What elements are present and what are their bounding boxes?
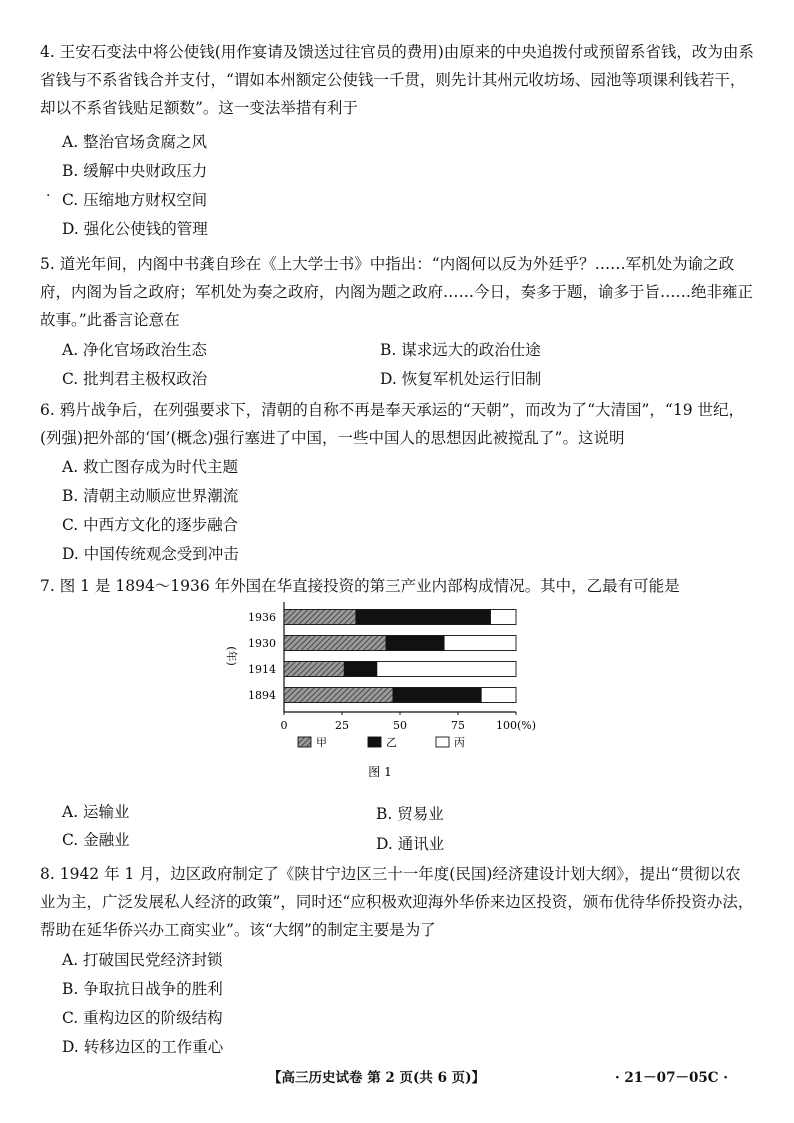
option-d: D. 恢复军机处运行旧制	[380, 370, 542, 388]
option-d: D. 通讯业	[376, 835, 445, 853]
bar-segment-乙-1930	[386, 636, 444, 651]
bar-segment-丙-1930	[444, 636, 516, 651]
option-c: C. 压缩地方财权空间	[62, 191, 208, 209]
y-axis-label: (年)	[225, 646, 238, 666]
bar-segment-甲-1914	[284, 662, 344, 677]
x-tick-label: 75	[451, 719, 465, 732]
option-c: C. 重构边区的阶级结构	[62, 1009, 223, 1027]
stacked-bar-chart	[200, 598, 600, 798]
question-stem: 4. 王安石变法中将公使钱(用作宴请及馈送过往官员的费用)由原来的中央追拨付或预留系省钱，改为由系省钱与不系省钱合并支付，“谓如本州额定公使钱一千贯，则先计其州元收坊场、园池等项课利钱若干，却以不系省钱贴足额数”。这一变法举措有利于	[40, 43, 754, 117]
option-b: B. 清朝主动顺应世界潮流	[62, 487, 239, 505]
option-a: A. 打破国民党经济封锁	[62, 951, 223, 969]
option-a: A. 救亡图存成为时代主题	[62, 458, 239, 476]
option-b: B. 争取抗日战争的胜利	[62, 980, 223, 998]
legend-swatch	[368, 737, 381, 747]
bar-segment-丙-1914	[377, 662, 516, 677]
legend-swatch	[298, 737, 311, 747]
option-b: B. 贸易业	[376, 805, 444, 823]
option-b: B. 缓解中央财政压力	[62, 162, 208, 180]
x-tick-label: 25	[335, 719, 349, 732]
option-c: C. 批判君主极权政治	[62, 370, 208, 388]
bar-segment-丙-1936	[490, 610, 516, 625]
bar-segment-乙-1914	[344, 662, 376, 677]
legend-label: 乙	[386, 736, 397, 749]
question-stem: 6. 鸦片战争后，在列强要求下，清朝的自称不再是奉天承运的“天朝”，而改为了“大清国”，“19 世纪，(列强)把外部的‘国’(概念)强行塞进了中国，一些中国人的思想因此被搅乱了”。这说明	[40, 401, 744, 447]
question-stem: 7. 图 1 是 1894～1936 年外国在华直接投资的第三产业内部构成情况。其中，乙最有可能是	[40, 577, 680, 595]
option-a: A. 净化官场政治生态	[62, 341, 208, 359]
x-tick-label: 50	[393, 719, 407, 732]
question-stem: 8. 1942 年 1 月，边区政府制定了《陕甘宁边区三十一年度(民国)经济建设计划大纲》，提出“贯彻以农业为主，广泛发展私人经济的政策”，同时还“应积极欢迎海外华侨来边区投资，颁布优待华侨投资办法，帮助在延华侨兴办工商实业”。该“大纲”的制定主要是为了	[40, 865, 754, 939]
bar-segment-甲-1936	[284, 610, 356, 625]
question-8	[40, 860, 756, 944]
option-d: D. 强化公使钱的管理	[62, 220, 208, 238]
question-6	[40, 396, 756, 452]
footer-code: · 21－07－05C ·	[615, 1070, 728, 1086]
question-4	[40, 38, 756, 122]
figure-caption: 图 1	[368, 765, 392, 779]
option-b: B. 谋求远大的政治仕途	[380, 341, 541, 359]
mark-dot: ·	[46, 188, 51, 204]
option-d: D. 转移边区的工作重心	[62, 1038, 224, 1056]
question-7	[40, 572, 756, 600]
x-tick-label: 0	[280, 719, 288, 732]
bar-segment-甲-1894	[284, 688, 393, 703]
y-tick-label: 1894	[248, 689, 276, 702]
option-a: A. 整治官场贪腐之风	[62, 133, 208, 151]
legend-label: 丙	[454, 736, 465, 749]
bar-segment-乙-1894	[393, 688, 481, 703]
footer-page-info: 【高三历史试卷 第 2 页(共 6 页)】	[268, 1070, 486, 1086]
x-tick-label: 100(%)	[495, 719, 537, 732]
option-a: A. 运输业	[62, 803, 130, 821]
bar-segment-丙-1894	[481, 688, 516, 703]
legend-label: 甲	[316, 736, 327, 749]
bar-segment-乙-1936	[356, 610, 491, 625]
legend-swatch	[436, 737, 449, 747]
bar-segment-甲-1930	[284, 636, 386, 651]
option-d: D. 中国传统观念受到冲击	[62, 545, 239, 563]
question-stem: 5. 道光年间，内阁中书龚自珍在《上大学士书》中指出：“内阁何以反为外廷乎？……军机处为谕之政府，内阁为旨之政府；军机处为奏之政府，内阁为题之政府……今日，奏多于题，谕多于旨……绝非雍正故事。”此番言论意在	[40, 255, 754, 329]
y-tick-label: 1914	[248, 663, 276, 676]
option-c: C. 中西方文化的逐步融合	[62, 516, 239, 534]
y-tick-label: 1930	[248, 637, 276, 650]
y-tick-label: 1936	[248, 611, 276, 624]
question-5	[40, 250, 756, 334]
option-c: C. 金融业	[62, 831, 130, 849]
